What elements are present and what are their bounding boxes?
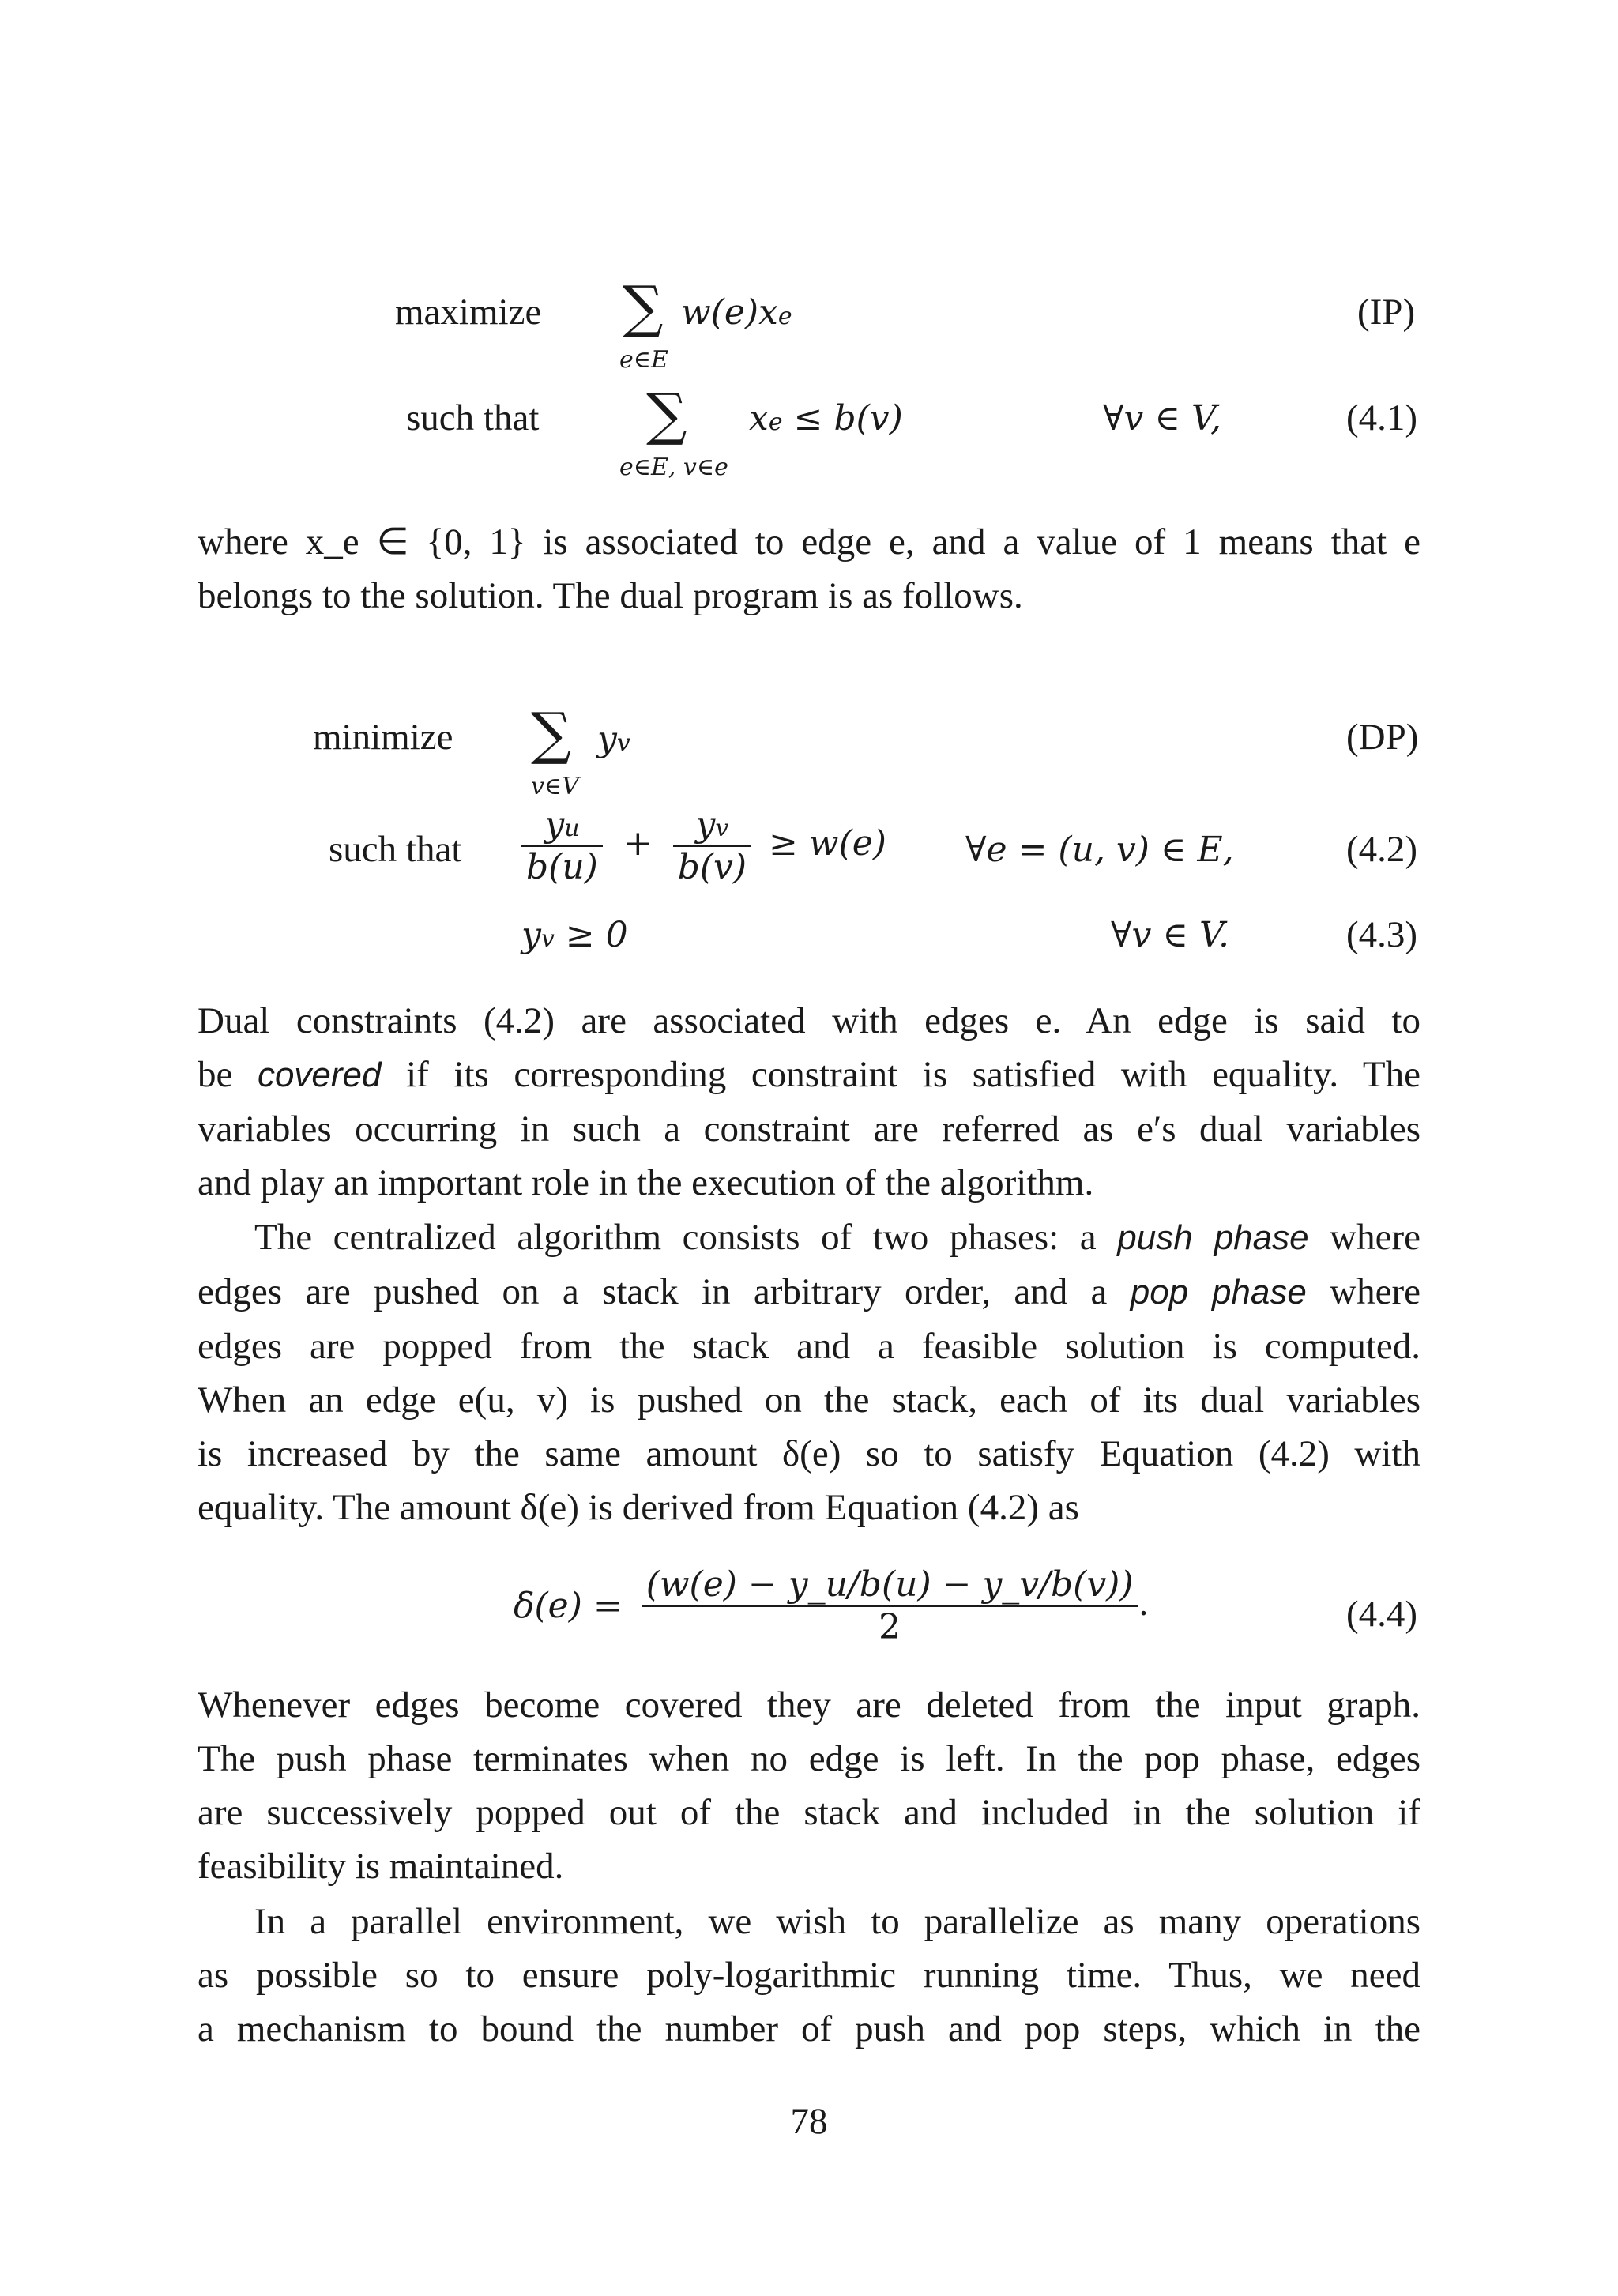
dp-forall-1: ∀e = (u, v) ∈ E, (965, 830, 1234, 870)
paragraph-3-line-1: The centralized algorithm consists of two phases: a push phase where (254, 1217, 1420, 1258)
dp-tag: (DP) (1346, 717, 1419, 758)
dp-forall-2: ∀v ∈ V. (1111, 915, 1230, 955)
paragraph-3-line-4: When an edge e(u, v) is pushed on the stack, each of its dual variables (198, 1379, 1420, 1421)
paragraph-5-line-2: as possible so to ensure poly-logarithmic running time. Thus, we need (198, 1955, 1420, 1996)
paragraph-3-line-5: is increased by the same amount δ(e) so to satisfy Equation (4.2) with (198, 1433, 1420, 1474)
dp-nonnegativity: yv ≥ 0 (521, 915, 628, 955)
equation-4-4-fraction: $\frac{(w(e) - y\_u/b(u) - y\_v/b(v))}{2}$ (642, 1564, 1138, 1647)
page-number: 78 (790, 2101, 828, 2142)
ip-maximize-label: maximize (395, 292, 542, 333)
ip-constraint-index: e∈E, v∈e (619, 454, 728, 481)
dp-constraint: $\frac{yu}{b(u)}$ + $\frac{yv}{b(v)}$ ≥ w(e) (521, 804, 886, 887)
ip-constraint: xe ≤ b(v) (749, 398, 903, 438)
paragraph-5-line-3: a mechanism to bound the number of push and pop steps, which in the (198, 2008, 1420, 2049)
ip-constraint-sum-symbol: ∑ (646, 381, 687, 447)
paragraph-5-line-1: In a parallel environment, we wish to parallelize as many operations (254, 1901, 1420, 1942)
paragraph-1 (198, 515, 1420, 623)
ip-objective-index: e∈E (619, 346, 668, 374)
paragraph-2-line-3: variables occurring in such a constraint are referred as e′s dual variables (198, 1108, 1420, 1150)
paragraph-2 (198, 994, 1420, 1210)
paragraph-4-line-4: feasibility is maintained. (198, 1846, 564, 1887)
paragraph-1-line-2: belongs to the solution. The dual program is as follows. (198, 575, 1023, 616)
paragraph-1-line-1: where x_e ∈ {0, 1} is associated to edge e, and a value of 1 means that e (198, 521, 1420, 563)
dp-fraction-1: $\frac{yu}{b(u)}$ (521, 804, 603, 887)
dp-sum-symbol: ∑ (531, 700, 572, 766)
ip-forall: ∀v ∈ V, (1103, 398, 1222, 438)
paragraph-4-line-3: are successively popped out of the stack and included in the solution if (198, 1792, 1420, 1833)
equation-4-4-number: (4.4) (1346, 1594, 1418, 1635)
ip-objective: w(e)xe (681, 292, 792, 333)
dp-objective: yv (597, 719, 630, 759)
paragraph-4-line-2: The push phase terminates when no edge is left. In the pop phase, edges (198, 1738, 1420, 1779)
paragraph-3-line-3: edges are popped from the stack and a feasible solution is computed. (198, 1326, 1420, 1367)
paragraph-3-line-2: edges are pushed on a stack in arbitrary order, and a pop phase where (198, 1271, 1420, 1312)
ip-such-that-label: such that (406, 397, 540, 438)
paragraph-2-line-2: be covered if its corresponding constraint is satisfied with equality. The (198, 1054, 1420, 1095)
paragraph-3 (198, 1210, 1420, 1534)
dp-fraction-2: $\frac{yv}{b(v)}$ (673, 804, 751, 887)
paragraph-4-line-1: Whenever edges become covered they are deleted from the input graph. (198, 1684, 1420, 1726)
paragraph-5 (198, 1895, 1420, 2056)
dp-eq-number-2: (4.3) (1346, 914, 1418, 955)
ip-eq-number: (4.1) (1346, 397, 1418, 438)
paragraph-2-line-1: Dual constraints (4.2) are associated with edges e. An edge is said to (198, 1000, 1420, 1041)
ip-sum-symbol: ∑ (623, 273, 664, 340)
dp-eq-number-1: (4.2) (1346, 829, 1418, 870)
dp-minimize-label: minimize (313, 717, 453, 758)
dp-such-that-label: such that (329, 829, 462, 870)
paragraph-3-line-6: equality. The amount δ(e) is derived from Equation (4.2) as (198, 1487, 1079, 1528)
dp-objective-index: v∈V (531, 773, 579, 800)
ip-tag: (IP) (1357, 292, 1416, 333)
paragraph-4 (198, 1678, 1420, 1893)
paragraph-2-line-4: and play an important role in the execution of the algorithm. (198, 1162, 1094, 1203)
equation-4-4: δ(e) = $\frac{(w(e) - y\_u/b(u) - y\_v/b(v))}{2}$ . (514, 1564, 1150, 1647)
